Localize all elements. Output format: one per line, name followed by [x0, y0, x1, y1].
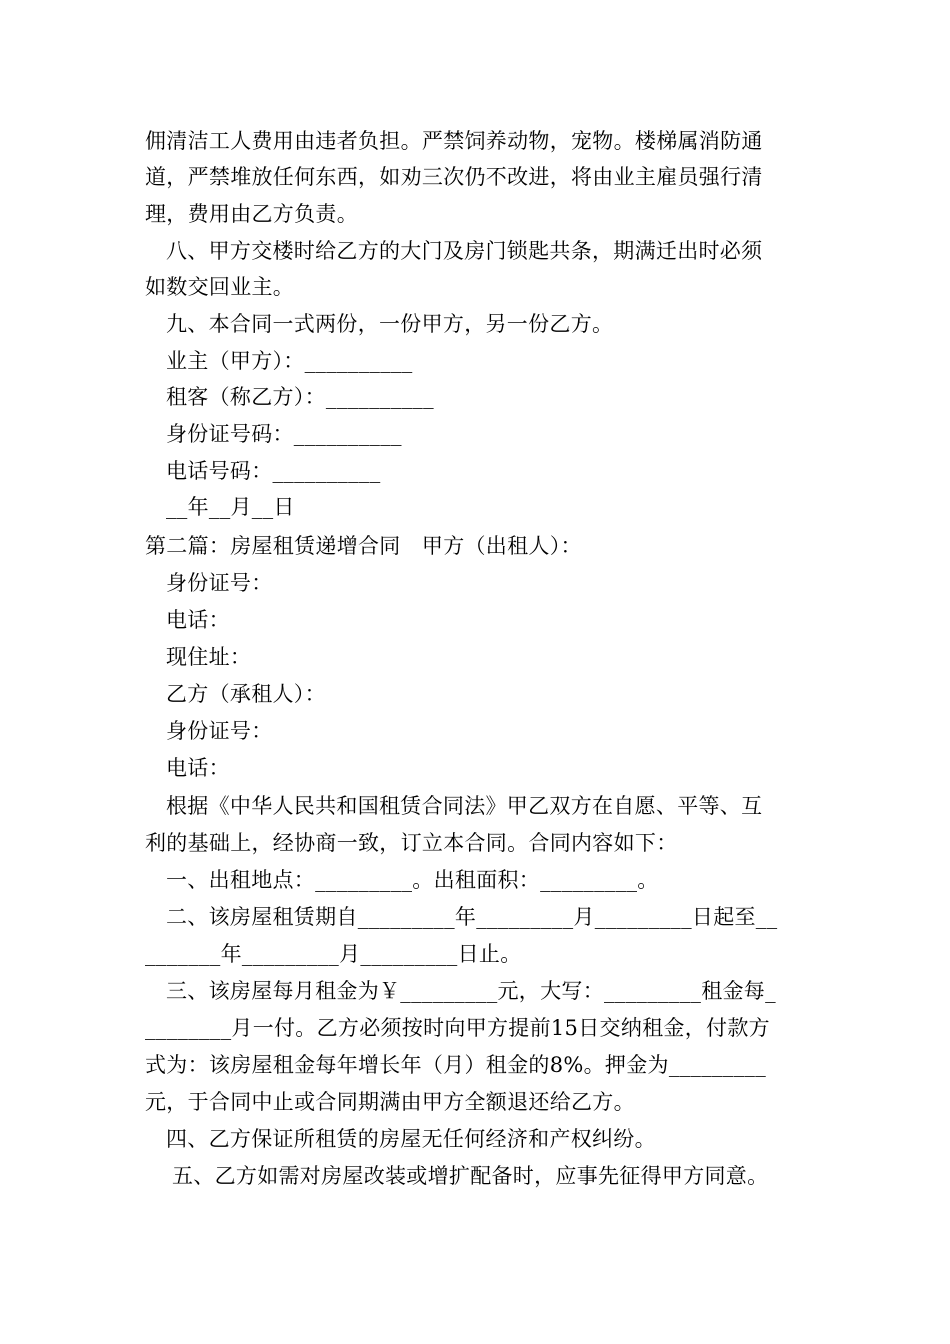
- text-line: 如数交回业主。: [145, 275, 295, 299]
- text-line: 佣清洁工人费用由违者负担。严禁饲养动物，宠物。楼梯属消防通: [145, 129, 763, 153]
- date-field: __年__月__日: [166, 495, 295, 519]
- lessee-label: 乙方（承租人）：: [166, 682, 326, 706]
- text-line: 理，费用由乙方负责。: [145, 202, 358, 226]
- id-number-field: 身份证号码：__________: [166, 422, 402, 446]
- clause-three-cont: 元，于合同中止或合同期满由甲方全额退还给乙方。: [145, 1090, 635, 1114]
- clause-three: 三、该房屋每月租金为￥_________元，大写：_________租金每_: [166, 979, 776, 1003]
- preamble-line: 根据《中华人民共和国租赁合同法》甲乙双方在自愿、平等、互: [166, 794, 763, 818]
- clause-five: 五、乙方如需对房屋改装或增扩配备时，应事先征得甲方同意。: [172, 1164, 769, 1188]
- clause-two-cont: _______年_________月_________日止。: [145, 942, 522, 966]
- phone-number-field: 电话号码：__________: [166, 459, 381, 483]
- clause-two: 二、该房屋租赁期自_________年_________月_________日起至__: [166, 905, 778, 929]
- lessor-address-field: 现住址：: [166, 645, 252, 669]
- clause-one: 一、出租地点：_________。出租面积：_________。: [166, 868, 659, 892]
- clause-nine: 九、本合同一式两份，一份甲方，另一份乙方。: [166, 312, 614, 336]
- clause-four: 四、乙方保证所租赁的房屋无任何经济和产权纠纷。: [166, 1127, 656, 1151]
- text-line: 道，严禁堆放任何东西，如劝三次仍不改进，将由业主雇员强行清: [145, 165, 763, 189]
- clause-three-cont: 式为：该房屋租金每年增长年（月）租金的8%。押金为_________: [145, 1053, 767, 1077]
- preamble-line: 利的基础上，经协商一致，订立本合同。合同内容如下：: [145, 831, 678, 855]
- lessee-id-field: 身份证号：: [166, 719, 273, 743]
- clause-eight: 八、甲方交楼时给乙方的大门及房门锁匙共条，期满迁出时必须: [166, 239, 763, 263]
- lessor-id-field: 身份证号：: [166, 571, 273, 595]
- lessee-phone-field: 电话：: [166, 756, 230, 780]
- clause-three-cont: ________月一付。乙方必须按时向甲方提前15日交纳租金，付款方: [145, 1016, 770, 1040]
- lessor-phone-field: 电话：: [166, 608, 230, 632]
- tenant-signature-field: 租客（称乙方）：__________: [166, 385, 434, 409]
- owner-signature-field: 业主（甲方）：__________: [166, 349, 413, 373]
- section-heading: 第二篇：房屋租赁递增合同 甲方（出租人）：: [145, 534, 582, 558]
